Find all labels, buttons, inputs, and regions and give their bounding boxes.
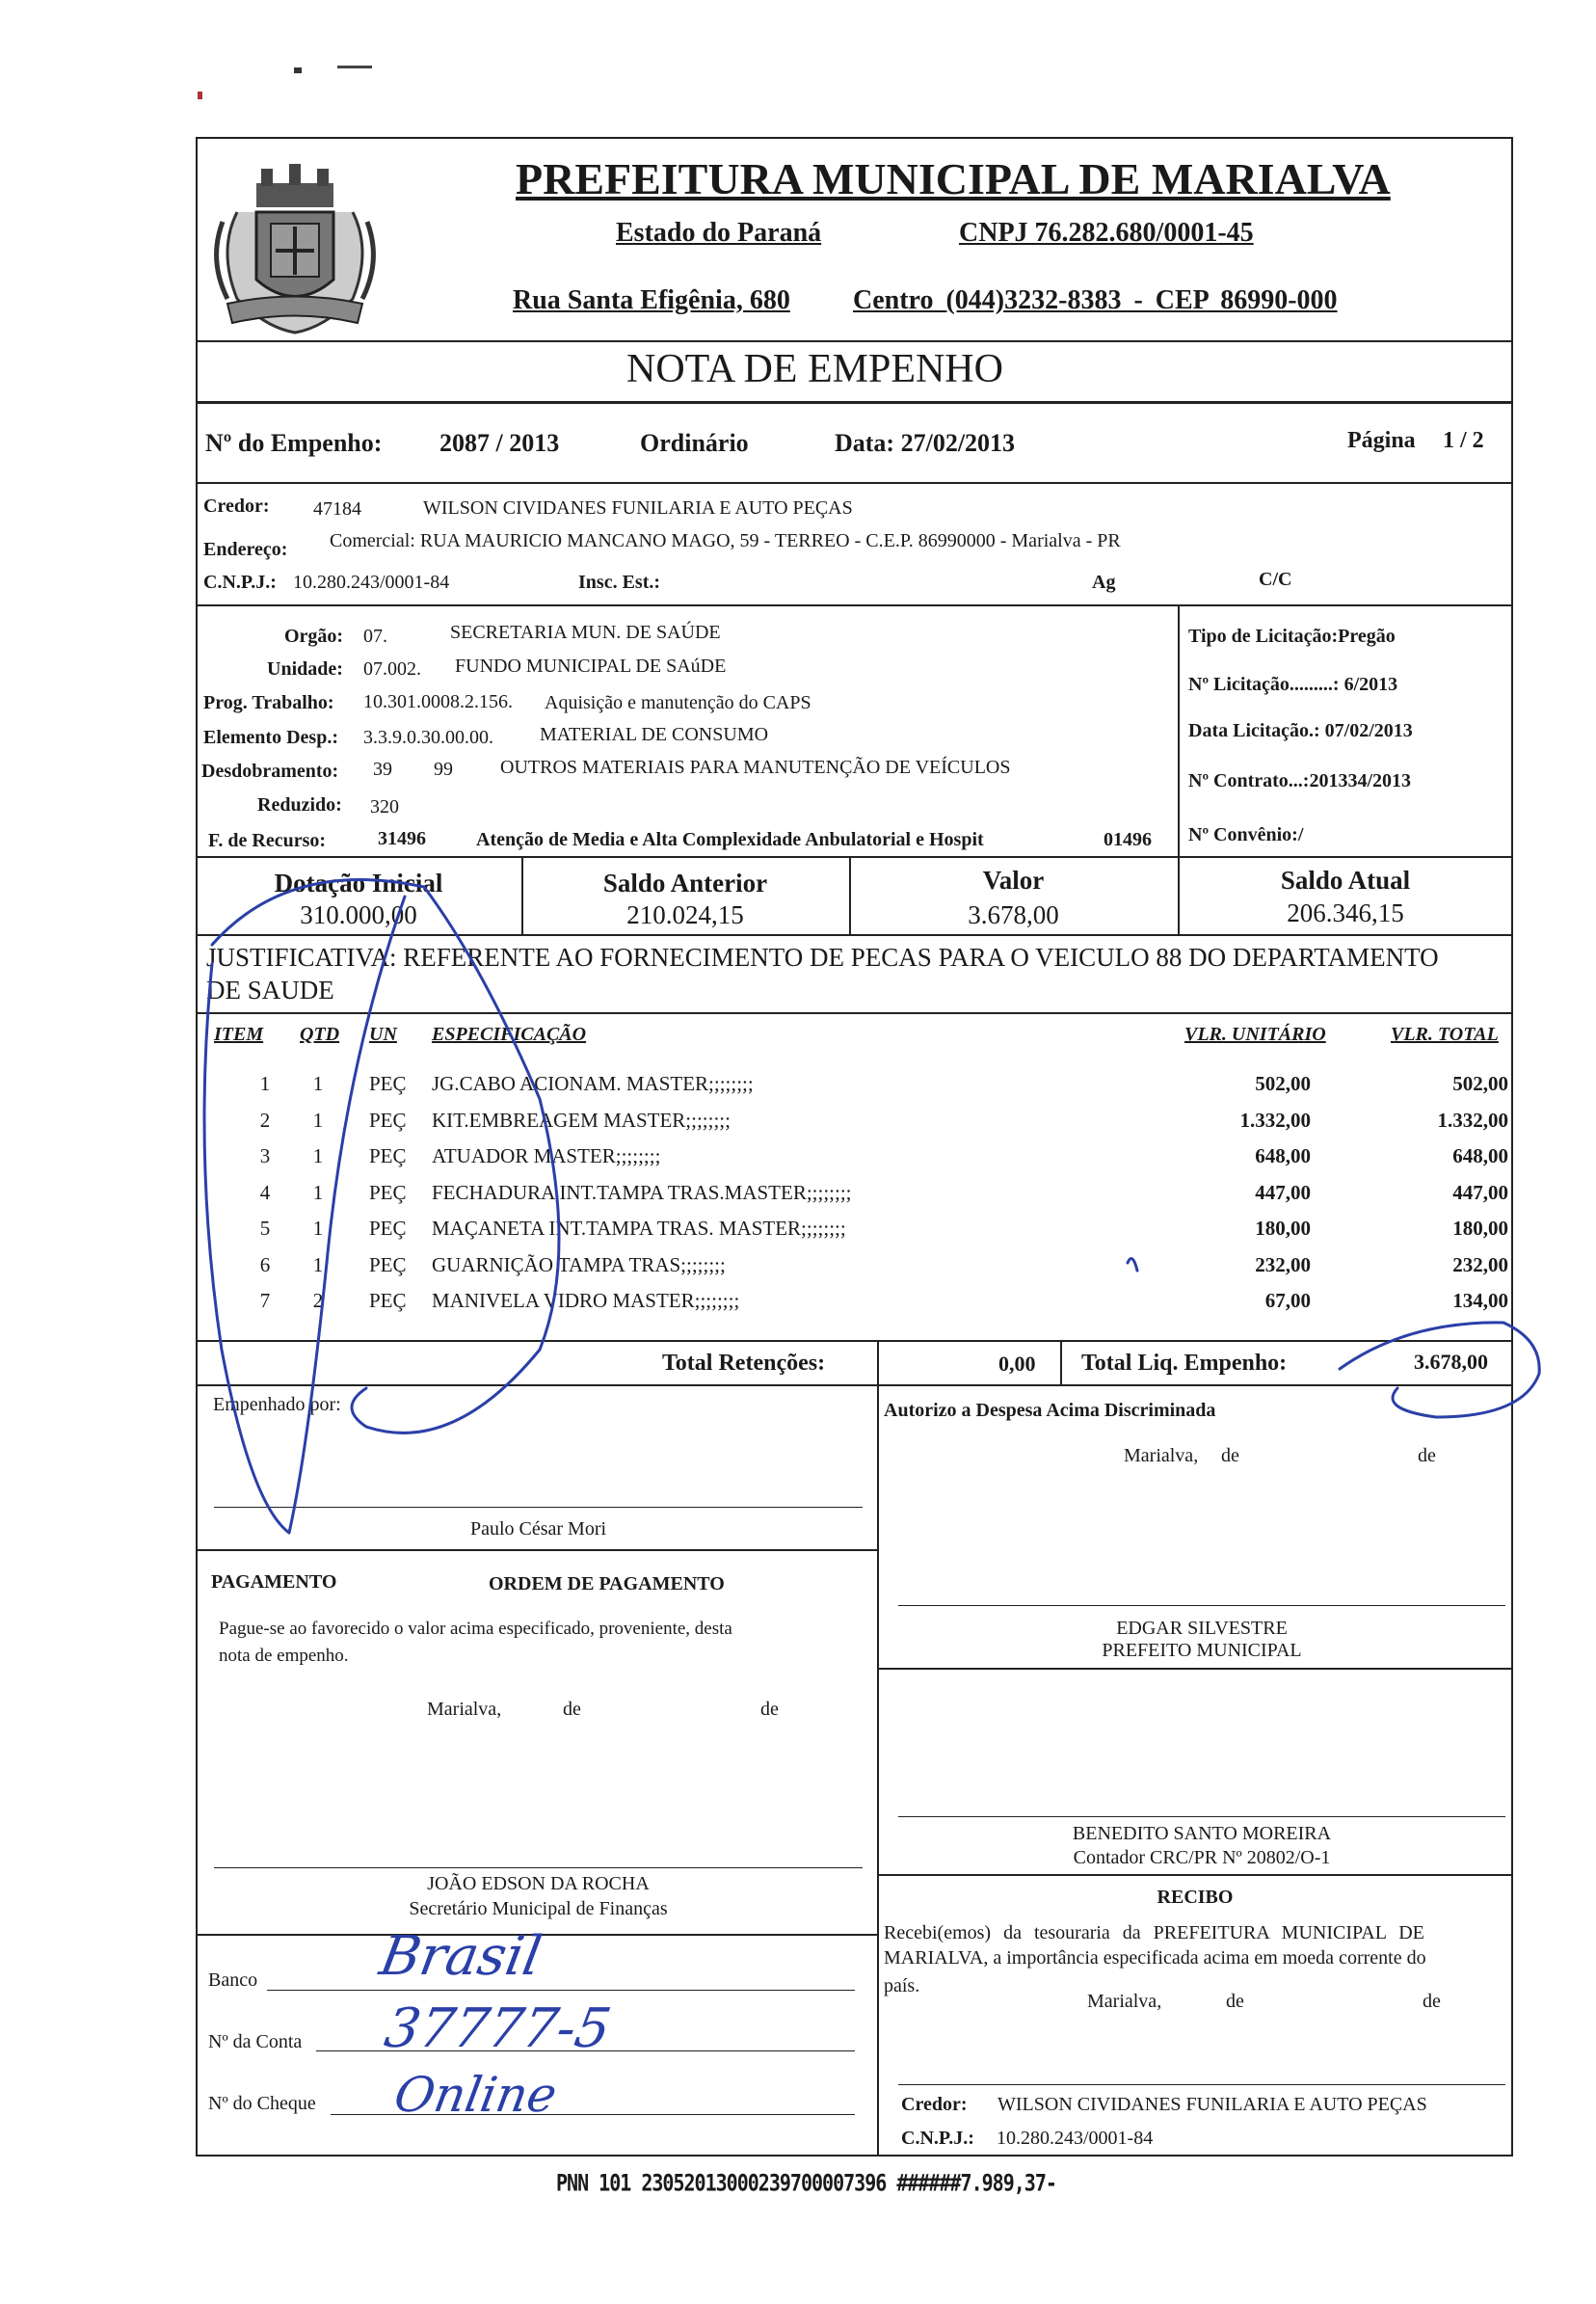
item-qtd: 1 (312, 1108, 324, 1132)
recibo-credor-name: WILSON CIVIDANES FUNILARIA E AUTO PEÇAS (998, 2094, 1427, 2115)
item-qtd: 2 (312, 1289, 324, 1312)
secretario-name: JOÃO EDSON DA ROCHA (427, 1873, 650, 1894)
item-number: 7 (259, 1289, 271, 1312)
recurso-code: 31496 (378, 828, 426, 849)
recibo-line1: Recebi(emos) da tesouraria da PREFEITURA MUNICIPAL DE (884, 1922, 1424, 1943)
prog-code: 10.301.0008.2.156. (363, 691, 513, 712)
item-unit-type: PEÇ (369, 1289, 407, 1312)
item-total-price: 180,00 (1452, 1217, 1508, 1240)
state-name: Estado do Paraná (616, 218, 822, 248)
item-unit-type: PEÇ (369, 1072, 407, 1095)
col-qtd: QTD (300, 1024, 340, 1045)
recibo-cnpj: 10.280.243/0001-84 (997, 2128, 1154, 2149)
numero-convenio: Nº Convênio:/ (1188, 824, 1304, 845)
saldo-atual-value: 206.346,15 (1287, 898, 1404, 927)
reduzido-value: 320 (370, 796, 399, 817)
item-total-price: 502,00 (1452, 1072, 1508, 1095)
conta-label: Nº da Conta (208, 2031, 303, 2052)
page-number: 1 / 2 (1443, 428, 1484, 453)
item-description: KIT.EMBREAGEM MASTER;;;;;;;; (432, 1108, 731, 1132)
item-description: GUARNIÇÃO TAMPA TRAS;;;;;;;; (432, 1252, 726, 1276)
pague-de2: de (760, 1699, 779, 1720)
prog-name: Aquisição e manutenção do CAPS (545, 692, 811, 713)
numero-contrato: Nº Contrato...:201334/2013 (1188, 770, 1412, 791)
item-number: 6 (259, 1252, 271, 1276)
col-especificacao: ESPECIFICAÇÃO (432, 1024, 587, 1045)
item-qtd: 1 (312, 1217, 324, 1240)
document-title: NOTA DE EMPENHO (626, 347, 1003, 391)
empenho-type: Ordinário (640, 429, 749, 457)
item-description: MANIVELA VIDRO MASTER;;;;;;;; (432, 1289, 740, 1312)
city-cnpj: CNPJ 76.282.680/0001-45 (959, 218, 1254, 248)
recibo-place: Marialva, (1087, 1991, 1162, 2012)
item-unit-price: 180,00 (1255, 1217, 1311, 1240)
valor-value: 3.678,00 (968, 900, 1059, 929)
item-description: ATUADOR MASTER;;;;;;;; (432, 1144, 661, 1167)
page-label: Página (1347, 428, 1416, 453)
item-number: 1 (259, 1072, 271, 1095)
col-item: ITEM (214, 1024, 264, 1045)
empenho-label: Nº do Empenho: (205, 429, 383, 457)
credor-cnpj: 10.280.243/0001-84 (293, 572, 450, 593)
secretario-role: Secretário Municipal de Finanças (409, 1898, 668, 1919)
unidade-code: 07.002. (363, 658, 421, 680)
total-liq-label: Total Liq. Empenho: (1081, 1351, 1288, 1376)
recurso-label: F. de Recurso: (208, 830, 327, 851)
autorizo-despesa: Autorizo a Despesa Acima Discriminada (884, 1400, 1216, 1421)
elemento-name: MATERIAL DE CONSUMO (540, 724, 769, 745)
item-unit-type: PEÇ (369, 1180, 407, 1204)
credor-address: Comercial: RUA MAURICIO MANCANO MAGO, 59 - TERREO - C.E.P. 86990000 - Marialva - PR (330, 530, 1121, 551)
recurso-name: Atenção de Media e Alta Complexidade Anbulatorial e Hospit (476, 829, 984, 850)
autorizo-de1: de (1221, 1445, 1239, 1466)
desdobramento-name: OUTROS MATERIAIS PARA MANUTENÇÃO DE VEÍCULOS (500, 757, 1011, 778)
item-unit-price: 67,00 (1264, 1289, 1311, 1312)
unidade-name: FUNDO MUNICIPAL DE SAúDE (455, 656, 727, 677)
item-unit-type: PEÇ (369, 1108, 407, 1132)
unidade-label: Unidade: (267, 658, 343, 680)
cheque-label: Nº do Cheque (208, 2093, 316, 2114)
item-total-price: 648,00 (1452, 1144, 1508, 1167)
item-description: FECHADURA INT.TAMPA TRAS.MASTER;;;;;;;; (432, 1180, 852, 1204)
item-unit-price: 648,00 (1255, 1144, 1311, 1167)
item-total-price: 1.332,00 (1437, 1108, 1508, 1132)
endereco-label: Endereço: (203, 539, 288, 560)
item-qtd: 1 (312, 1252, 324, 1276)
desdobramento-b: 99 (434, 759, 453, 780)
recurso-code2: 01496 (1104, 829, 1152, 850)
item-description: MAÇANETA INT.TAMPA TRAS. MASTER;;;;;;;; (432, 1217, 846, 1240)
pague-se-line1: Pague-se ao favorecido o valor acima especificado, proveniente, desta (219, 1619, 732, 1639)
credor-name: WILSON CIVIDANES FUNILARIA E AUTO PEÇAS (423, 497, 853, 519)
recibo-line2: MARIALVA, a importância especificada acima em moeda corrente do (884, 1947, 1426, 1969)
municipality-title: PREFEITURA MUNICIPAL DE MARIALVA (516, 154, 1391, 203)
autorizo-de2: de (1418, 1445, 1436, 1466)
autorizo-place: Marialva, (1124, 1445, 1199, 1466)
justificativa-line2: DE SAUDE (206, 976, 334, 1005)
contador-role: Contador CRC/PR Nº 20802/O-1 (1073, 1847, 1331, 1868)
desdobramento-label: Desdobramento: (201, 761, 339, 782)
item-unit-price: 502,00 (1255, 1072, 1311, 1095)
recibo-line3: país. (884, 1975, 920, 1996)
item-number: 5 (259, 1217, 271, 1240)
saldo-anterior-label: Saldo Anterior (602, 869, 768, 897)
empenhado-por-label: Empenhado por: (213, 1394, 341, 1415)
numero-licitacao: Nº Licitação.........: 6/2013 (1188, 674, 1398, 695)
pagamento-label: PAGAMENTO (211, 1571, 337, 1593)
item-total-price: 447,00 (1452, 1180, 1508, 1204)
col-vlr-total: VLR. TOTAL (1391, 1024, 1499, 1045)
item-number: 3 (259, 1144, 271, 1167)
col-un: UN (369, 1024, 397, 1045)
item-qtd: 1 (312, 1072, 324, 1095)
saldo-anterior-value: 210.024,15 (626, 900, 744, 929)
handwritten-conta: 37777-5 (380, 1997, 616, 2060)
item-unit-price: 1.332,00 (1239, 1108, 1311, 1132)
footer-code: PNN 101 23052013000239700007396 ######7.989,37- (556, 2168, 1056, 2197)
recibo-de1: de (1226, 1991, 1244, 2012)
total-retencoes-value: 0,00 (998, 1352, 1036, 1376)
data-licitacao: Data Licitação.: 07/02/2013 (1188, 720, 1413, 741)
item-qtd: 1 (312, 1180, 324, 1204)
ordem-pagamento-label: ORDEM DE PAGAMENTO (489, 1573, 725, 1594)
prefeito-name: EDGAR SILVESTRE (1116, 1618, 1288, 1639)
pague-se-line2: nota de empenho. (219, 1646, 349, 1666)
item-unit-price: 232,00 (1255, 1252, 1311, 1276)
recibo-cnpj-label: C.N.P.J.: (901, 2128, 974, 2149)
item-number: 4 (259, 1180, 271, 1204)
saldo-atual-label: Saldo Atual (1280, 866, 1411, 895)
banco-label: Banco (208, 1969, 258, 1991)
pague-de1: de (563, 1699, 581, 1720)
recibo-de2: de (1423, 1991, 1441, 2012)
valor-label: Valor (982, 866, 1045, 895)
justificativa-line1: JUSTIFICATIVA: REFERENTE AO FORNECIMENTO DE PECAS PARA O VEICULO 88 DO DEPARTAMENTO (206, 943, 1439, 972)
insc-est-label: Insc. Est.: (578, 572, 661, 593)
item-number: 2 (259, 1108, 271, 1132)
empenho-number: 2087 / 2013 (439, 429, 560, 457)
item-description: JG.CABO ACIONAM. MASTER;;;;;;;; (432, 1072, 754, 1095)
orgao-label: Orgão: (284, 626, 344, 647)
prog-label: Prog. Trabalho: (203, 692, 334, 713)
orgao-name: SECRETARIA MUN. DE SAÚDE (450, 622, 721, 643)
reduzido-label: Reduzido: (257, 794, 342, 816)
total-liq-value: 3.678,00 (1414, 1350, 1488, 1374)
dotacao-label: Dotação Inicial (274, 869, 443, 897)
item-unit-type: PEÇ (369, 1217, 407, 1240)
contador-name: BENEDITO SANTO MOREIRA (1072, 1823, 1332, 1844)
total-retencoes-label: Total Retenções: (662, 1351, 826, 1376)
desdobramento-a: 39 (373, 759, 392, 780)
recibo-credor-label: Credor: (901, 2094, 968, 2115)
cnpj-label: C.N.P.J.: (203, 572, 277, 593)
empenhado-por-name: Paulo César Mori (469, 1518, 607, 1540)
item-unit-price: 447,00 (1255, 1180, 1311, 1204)
empenho-date: Data: 27/02/2013 (835, 429, 1016, 457)
item-qtd: 1 (312, 1144, 324, 1167)
handwritten-cheque: Online (389, 2067, 562, 2123)
item-unit-type: PEÇ (369, 1252, 407, 1276)
credor-label: Credor: (203, 496, 270, 517)
col-vlr-unitario: VLR. UNITÁRIO (1184, 1024, 1326, 1045)
item-total-price: 134,00 (1452, 1289, 1508, 1312)
orgao-code: 07. (363, 626, 387, 647)
item-total-price: 232,00 (1452, 1252, 1508, 1276)
tipo-licitacao: Tipo de Licitação:Pregão (1188, 626, 1396, 647)
city-contact: Centro (044)3232-8383 - CEP 86990-000 (853, 285, 1338, 315)
dotacao-value: 310.000,00 (300, 900, 417, 929)
cc-label: C/C (1259, 569, 1292, 590)
item-unit-type: PEÇ (369, 1144, 407, 1167)
elemento-code: 3.3.9.0.30.00.00. (363, 727, 493, 748)
handwritten-banco: Brasil (375, 1925, 546, 1988)
city-address: Rua Santa Efigênia, 680 (513, 285, 790, 315)
pague-place: Marialva, (427, 1699, 502, 1720)
credor-code: 47184 (313, 498, 361, 520)
prefeito-role: PREFEITO MUNICIPAL (1102, 1640, 1302, 1661)
recibo-title: RECIBO (1157, 1887, 1234, 1908)
elemento-label: Elemento Desp.: (203, 727, 338, 748)
ag-label: Ag (1092, 572, 1116, 593)
